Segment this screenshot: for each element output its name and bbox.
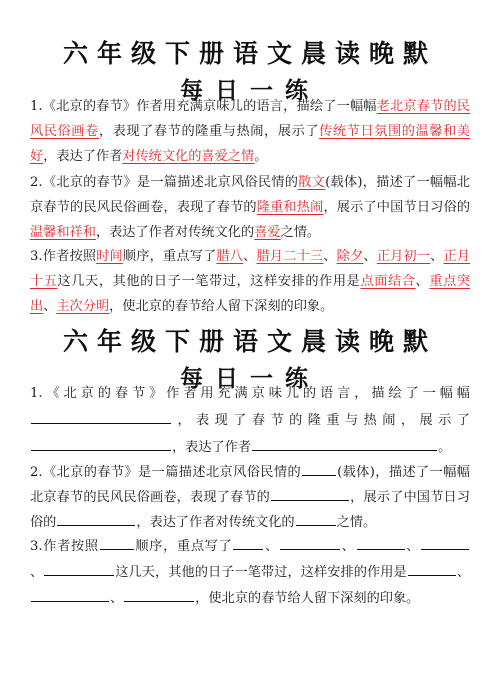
fill-blank[interactable]	[44, 561, 114, 576]
bottom-title: 六年级下册语文晨读晚默	[62, 327, 437, 356]
answer-text: 传统节日氛围的温馨和美好	[30, 124, 471, 164]
answer-text: 主次分明	[56, 299, 110, 314]
answer-text: 隆重和热闹	[256, 200, 324, 215]
text: ，展示了中国节日习俗的	[323, 200, 471, 215]
answer-text: 点面结合	[360, 274, 416, 289]
text: 、	[456, 565, 471, 580]
text: 、	[340, 539, 356, 554]
top-paragraph-1	[30, 94, 470, 169]
fill-blank[interactable]	[408, 561, 456, 576]
text: 2.《北京的春节》是一篇描述北京风俗民情的	[30, 465, 302, 480]
answer-text: 除夕	[336, 249, 364, 264]
text: 这几天，其他的日子一笔带过，这样安排的作用是	[57, 274, 361, 289]
fill-blank[interactable]	[233, 535, 263, 550]
text: 顺序，重点写了	[134, 539, 233, 554]
text: 、	[243, 249, 257, 264]
text: 3.作者按照	[30, 249, 97, 264]
answer-text: 喜爱	[254, 225, 281, 240]
answer-text: 腊月二十三	[256, 249, 324, 264]
text: (载体)，描述了一幅幅北京春节的民风民俗画卷，表现了春节的	[30, 175, 470, 215]
text: 、	[323, 249, 337, 264]
fill-blank[interactable]	[31, 587, 109, 602]
fill-blank[interactable]	[421, 535, 469, 550]
text: 这几天，其他的日子一笔带过，这样安排的作用是	[115, 565, 407, 580]
fill-blank[interactable]	[31, 436, 171, 451]
text: ，表达了作者对传统文化的	[95, 225, 255, 240]
text: ，表达了作者	[172, 440, 252, 455]
bottom-paragraph-2	[30, 460, 470, 535]
bottom-subtitle: 每日一练	[180, 366, 320, 392]
text: 、	[415, 274, 430, 289]
text: 3.作者按照	[30, 539, 99, 554]
text: 、	[43, 299, 57, 314]
answer-text: 正月初一	[376, 249, 431, 264]
text: ，使北京的春节给人留下深刻的印象。	[109, 299, 334, 314]
text: 、	[430, 249, 444, 264]
text: 、	[363, 249, 377, 264]
top-paragraph-3	[30, 244, 470, 319]
text: ，表达了作者对传统文化的	[136, 515, 295, 530]
text: 1.《北京的春节》作者用充满京味儿的语言，描绘了一幅幅	[30, 99, 377, 114]
top-subtitle: 每日一练	[180, 78, 320, 104]
fill-blank[interactable]	[252, 436, 437, 451]
top-paragraph-2	[30, 170, 470, 245]
answer-text: 对传统文化的喜爱之情	[122, 149, 255, 164]
text: 、	[110, 591, 124, 606]
text: ，表现了春节的隆重与热闹，展示了	[98, 124, 320, 139]
text: 、	[30, 565, 44, 580]
answer-text: 老北京春节的民风民俗画卷	[30, 99, 470, 139]
bottom-paragraph-3	[30, 534, 470, 612]
fill-blank[interactable]	[357, 535, 405, 550]
text: 之情。	[336, 515, 377, 530]
text: 之情。	[280, 225, 321, 240]
answer-text: 腊八	[216, 249, 244, 264]
text: 。	[254, 149, 268, 164]
answer-text: 时间	[96, 249, 123, 264]
text: 、	[405, 539, 421, 554]
fill-blank[interactable]	[302, 461, 336, 476]
fill-blank[interactable]	[124, 587, 194, 602]
bottom-paragraph-1	[30, 380, 470, 461]
text: 、	[264, 539, 279, 554]
text: 顺序，重点写了	[122, 249, 217, 264]
answer-text: 正月十五	[30, 249, 471, 289]
fill-blank[interactable]	[296, 511, 336, 526]
text: ，表达了作者	[43, 149, 123, 164]
answer-text: 重点突出	[30, 274, 471, 314]
fill-blank[interactable]	[100, 535, 134, 550]
text: 1.《北京的春节》作者用充满京味儿的语言，描绘了一幅幅	[30, 386, 470, 401]
fill-blank[interactable]	[280, 535, 340, 550]
fill-blank[interactable]	[31, 409, 171, 424]
text: ，表现了春节的隆重与热闹，展示了	[172, 413, 470, 428]
text: 2.《北京的春节》是一篇描述北京风俗民情的	[30, 175, 299, 190]
text: ，使北京的春节给人留下深刻的印象。	[195, 591, 420, 606]
fill-blank[interactable]	[271, 486, 349, 501]
text: ，展示了中国节日习俗的	[30, 490, 470, 530]
fill-blank[interactable]	[57, 511, 135, 526]
top-title: 六年级下册语文晨读晚默	[62, 39, 437, 68]
answer-text: 散文	[298, 175, 326, 190]
text: (载体)，描述了一幅幅北京春节的民风民俗画卷，表现了春节的	[30, 465, 470, 505]
text: 。	[438, 440, 452, 455]
answer-text: 温馨和祥和	[30, 225, 96, 240]
